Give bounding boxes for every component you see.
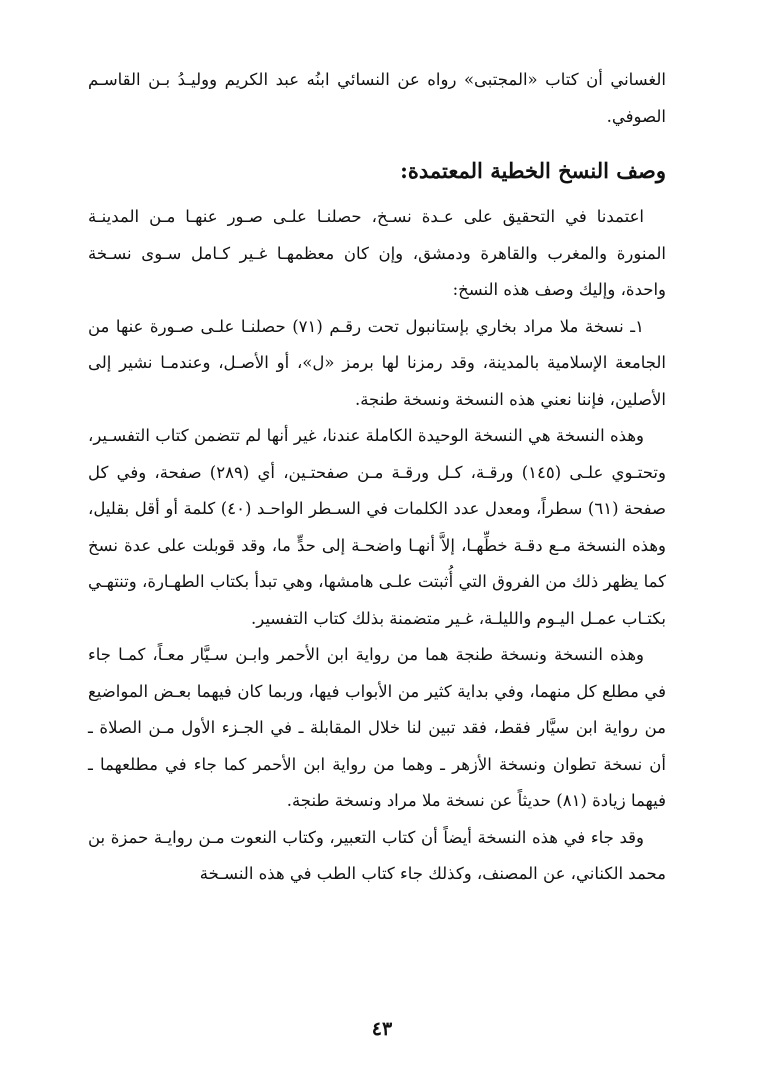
paragraph-narration-chain: وهذه النسخة ونسخة طنجة هما من رواية ابن الأحمر وابـن سـيَّار معـاً، كمـا جاء في مطلع كل منهما، وفي بداية كثير من الأبواب فيها، وربما كان فيهما بعـض المواضيع من رواية ابن سيَّار فقط، فقد تبين لنا خلال المقابلة ـ في الجـزء الأول مـن الصلاة ـ أن نسخة تطوان ونسخة الأزهر ـ وهما من رواية ابن الأحمر كما جاء في مطلعهما ـ فيهما زيادة (٨١) حديثاً عن نسخة ملا مراد ونسخة طنجة. — [88, 645, 666, 810]
paragraph-additional-books: وقد جاء في هذه النسخة أيضاً أن كتاب التعبير، وكتاب النعوت مـن روايـة حمزة بن محمد الكناني، عن المصنف، وكذلك جاء كتاب الطب في هذه النسـخة — [88, 827, 666, 883]
section-heading: وصف النسخ الخطية المعتمدة: — [400, 158, 666, 183]
paragraph-manuscripts-overview: اعتمدنا في التحقيق على عـدة نسـخ، حصلنـا علـى صـور عنهـا مـن المدينـة المنورة والمغرب والقاهرة ودمشق، وإن كان معظمهـا غـير كـامل سـوى نسـخة واحدة، وإليك وصف هذه النسخ: — [88, 207, 666, 299]
paragraph-manuscript-1: ١ـ نسخة ملا مراد بخاري بإستانبول تحت رقـم (٧١) حصلنـا علـى صـورة عنها من الجامعة الإسلامية بالمدينة، وقد رمزنا لها برمز «ل»، أو الأصـل، وعندمـا نشير إلى الأصلين، فإننا نعني هذه النسخة ونسخة طنجة. — [88, 316, 666, 409]
paragraph-manuscript-1-details: وهذه النسخة هي النسخة الوحيدة الكاملة عندنا، غير أنها لم تتضمن كتاب التفسـير، وتحتـوي علـى (١٤٥) ورقـة، كـل ورقـة مـن صفحتـين، أي (٢٨٩) صفحة، وفي كل صفحة (٦١) سطراً، ومعدل عدد الكلمات في السـطر الواحـد (٤٠) كلمة أو أقل بقليل، وهذه النسخة مـع دقـة خطِّهـا، إلاَّ أنهـا واضحـة إلى حدٍّ ما، وقد قوبلت على عدة نسخ كما يظهر ذلك من الفروق التي أُثبتت علـى هامشها، وهي تبدأ بكتاب الطهـارة، وتنتهـي بكتـاب عمـل اليـوم والليلـة، غـير متضمنة بذلك كتاب التفسير. — [88, 426, 666, 628]
page-body — [88, 62, 666, 893]
page-number: ٤٣ — [371, 1018, 393, 1040]
paragraph-intro: الغساني أن كتاب «المجتبى» رواه عن النسائي ابنُه عبد الكريم ووليـدُ بـن القاسـم الصوفي. — [88, 70, 666, 126]
